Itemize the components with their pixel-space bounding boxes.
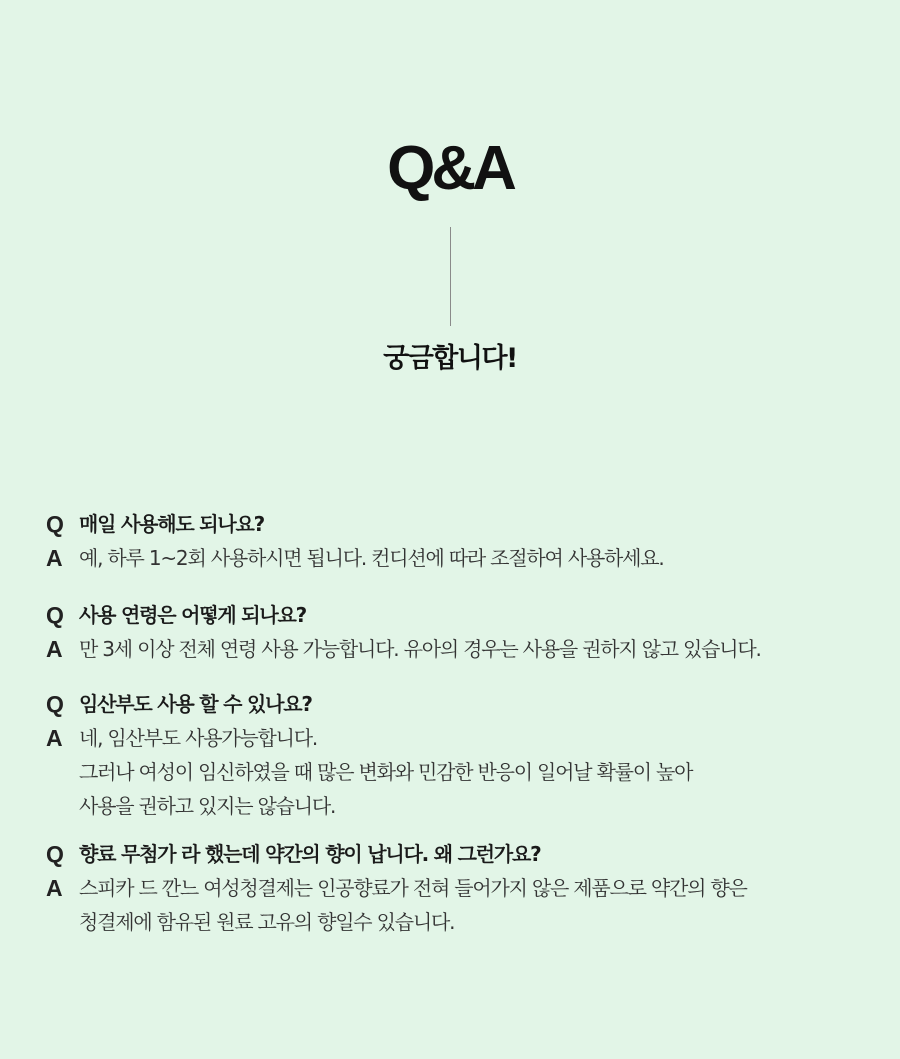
answer-text: 예, 하루 1~2회 사용하시면 됩니다. 컨디션에 따라 조절하여 사용하세요. <box>79 546 664 570</box>
faq-answer <box>46 721 876 823</box>
question-text: 향료 무첨가 라 했는데 약간의 향이 납니다. 왜 그런가요? <box>79 842 541 866</box>
faq-item <box>46 600 876 666</box>
answer-marker: A <box>46 636 62 662</box>
answer-text-line: 그러나 여성이 임신하였을 때 많은 변화와 민감한 반응이 일어날 확률이 높아 <box>79 760 693 784</box>
answer-marker: A <box>46 545 62 571</box>
answer-marker: A <box>46 875 62 901</box>
question-marker: Q <box>46 841 63 867</box>
page-title: Q&A <box>387 134 513 203</box>
page-subtitle: 궁금합니다! <box>383 343 517 374</box>
faq-answer <box>46 632 876 666</box>
question-marker: Q <box>46 511 63 537</box>
faq-answer <box>46 871 876 939</box>
answer-text-line: 청결제에 함유된 원료 고유의 향일수 있습니다. <box>79 910 455 934</box>
answer-text-line: 네, 임산부도 사용가능합니다. <box>79 726 318 750</box>
question-text: 사용 연령은 어떻게 되나요? <box>79 603 307 627</box>
faq-item <box>46 689 876 823</box>
faq-item <box>46 839 876 939</box>
question-text: 매일 사용해도 되나요? <box>79 512 265 536</box>
faq-item <box>46 509 876 575</box>
answer-marker: A <box>46 725 62 751</box>
answer-text: 만 3세 이상 전체 연령 사용 가능합니다. 유아의 경우는 사용을 권하지 않고 있습니다. <box>79 637 761 661</box>
answer-text-line: 스피카 드 깐느 여성청결제는 인공향료가 전혀 들어가지 않은 제품으로 약간의 향은 <box>79 876 747 900</box>
question-marker: Q <box>46 602 63 628</box>
faq-question <box>46 839 876 869</box>
faq-question <box>46 689 876 719</box>
faq-question <box>46 600 876 630</box>
vertical-divider <box>450 227 451 326</box>
question-marker: Q <box>46 691 63 717</box>
question-text: 임산부도 사용 할 수 있나요? <box>79 692 312 716</box>
faq-answer <box>46 541 876 575</box>
answer-text-line: 사용을 권하고 있지는 않습니다. <box>79 794 336 818</box>
faq-question <box>46 509 876 539</box>
